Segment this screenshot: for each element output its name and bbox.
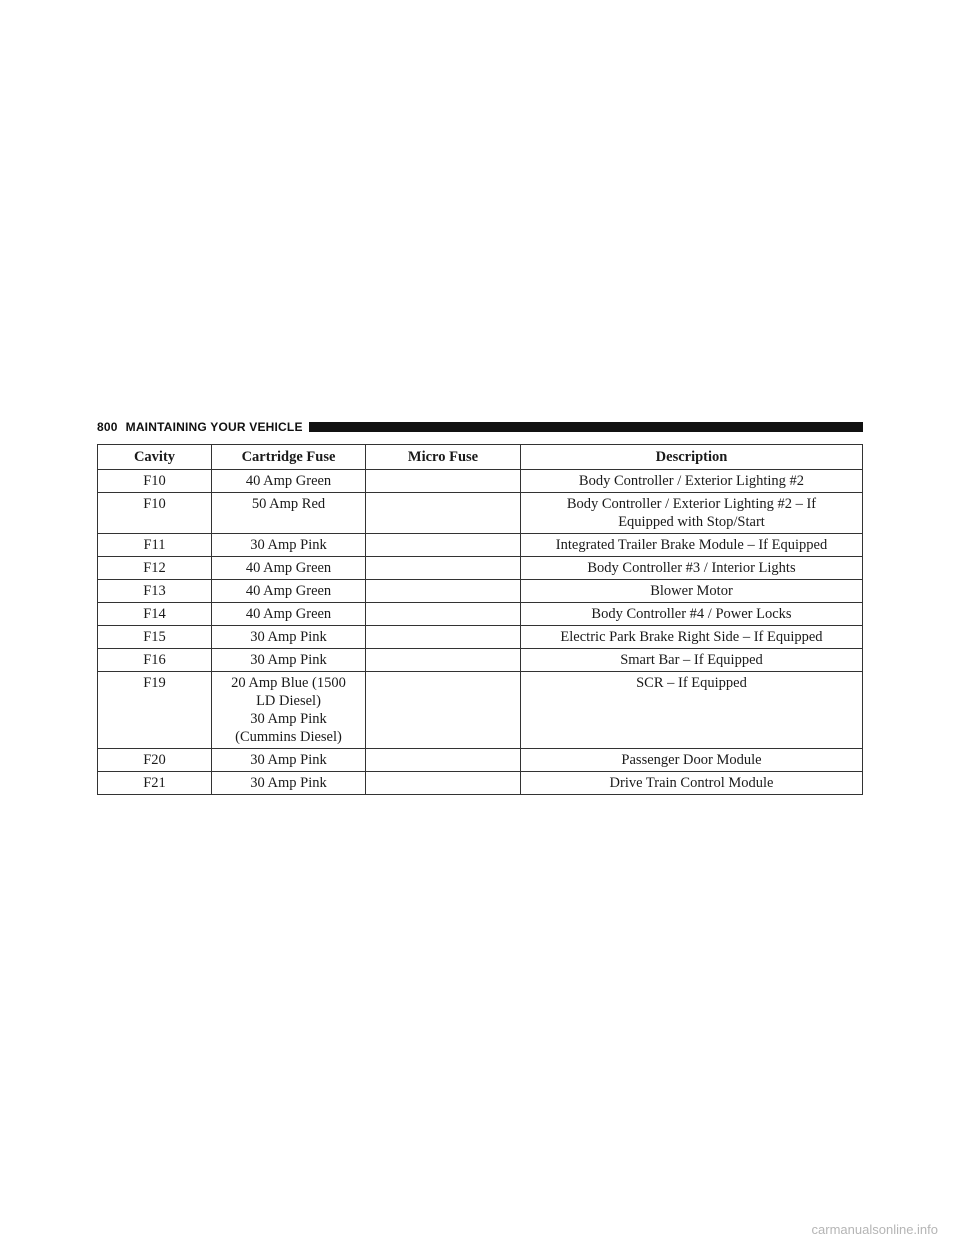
cell-cartridge-fuse: 50 Amp Red bbox=[212, 493, 366, 534]
cell-micro-fuse bbox=[366, 493, 521, 534]
header-rule bbox=[309, 422, 863, 432]
column-header-micro-fuse: Micro Fuse bbox=[366, 445, 521, 470]
cell-micro-fuse bbox=[366, 557, 521, 580]
cell-description: Passenger Door Module bbox=[521, 749, 863, 772]
cell-cavity: F16 bbox=[98, 649, 212, 672]
table-row bbox=[98, 672, 863, 749]
cell-micro-fuse bbox=[366, 749, 521, 772]
table-row bbox=[98, 470, 863, 493]
cell-micro-fuse bbox=[366, 772, 521, 795]
cartridge-fuse-line-2: 30 Amp Pink (Cummins Diesel) bbox=[235, 711, 342, 745]
cell-description: Body Controller #4 / Power Locks bbox=[521, 603, 863, 626]
cell-cavity: F10 bbox=[98, 493, 212, 534]
cell-description: Body Controller / Exterior Lighting #2 – If Equipped with Stop/Start bbox=[521, 493, 863, 534]
cell-micro-fuse bbox=[366, 580, 521, 603]
table-header-row bbox=[98, 445, 863, 470]
table-row bbox=[98, 534, 863, 557]
table-row bbox=[98, 603, 863, 626]
cell-cavity: F14 bbox=[98, 603, 212, 626]
cell-description: Body Controller #3 / Interior Lights bbox=[521, 557, 863, 580]
cell-cavity: F13 bbox=[98, 580, 212, 603]
cell-cartridge-fuse: 30 Amp Pink bbox=[212, 649, 366, 672]
cell-cartridge-fuse: 40 Amp Green bbox=[212, 470, 366, 493]
cell-micro-fuse bbox=[366, 649, 521, 672]
cell-micro-fuse bbox=[366, 603, 521, 626]
cell-cartridge-fuse: 30 Amp Pink bbox=[212, 749, 366, 772]
cell-cavity: F19 bbox=[98, 672, 212, 749]
cell-cartridge-fuse: 40 Amp Green bbox=[212, 580, 366, 603]
cartridge-fuse-line-1: 20 Amp Blue (1500 LD Diesel) bbox=[231, 675, 346, 709]
cell-cavity: F15 bbox=[98, 626, 212, 649]
cell-micro-fuse bbox=[366, 534, 521, 557]
table-row bbox=[98, 493, 863, 534]
cell-cavity: F11 bbox=[98, 534, 212, 557]
cell-cavity: F10 bbox=[98, 470, 212, 493]
column-header-cartridge-fuse: Cartridge Fuse bbox=[212, 445, 366, 470]
page-header bbox=[97, 419, 863, 435]
cell-description: Electric Park Brake Right Side – If Equipped bbox=[521, 626, 863, 649]
page-number: 800 bbox=[97, 420, 118, 434]
table-row bbox=[98, 649, 863, 672]
watermark-text: carmanualsonline.info bbox=[811, 1222, 938, 1237]
cell-cartridge-fuse: 40 Amp Green bbox=[212, 557, 366, 580]
cell-micro-fuse bbox=[366, 626, 521, 649]
cell-micro-fuse bbox=[366, 470, 521, 493]
cell-cartridge-fuse: 30 Amp Pink bbox=[212, 626, 366, 649]
table-row bbox=[98, 626, 863, 649]
cell-cavity: F12 bbox=[98, 557, 212, 580]
fuse-table bbox=[97, 444, 863, 795]
cell-description: Integrated Trailer Brake Module – If Equipped bbox=[521, 534, 863, 557]
cell-cavity: F20 bbox=[98, 749, 212, 772]
cell-micro-fuse bbox=[366, 672, 521, 749]
cell-cartridge-fuse: 30 Amp Pink bbox=[212, 534, 366, 557]
table-row bbox=[98, 772, 863, 795]
table-row bbox=[98, 557, 863, 580]
cell-cartridge-fuse: 30 Amp Pink bbox=[212, 772, 366, 795]
section-title: MAINTAINING YOUR VEHICLE bbox=[125, 420, 303, 434]
cell-cartridge-fuse bbox=[212, 672, 366, 749]
cell-cavity: F21 bbox=[98, 772, 212, 795]
cell-description: Smart Bar – If Equipped bbox=[521, 649, 863, 672]
table-row bbox=[98, 749, 863, 772]
column-header-cavity: Cavity bbox=[98, 445, 212, 470]
column-header-description: Description bbox=[521, 445, 863, 470]
cell-description: SCR – If Equipped bbox=[521, 672, 863, 749]
table-row bbox=[98, 580, 863, 603]
cell-cartridge-fuse: 40 Amp Green bbox=[212, 603, 366, 626]
cell-description: Blower Motor bbox=[521, 580, 863, 603]
cell-description: Body Controller / Exterior Lighting #2 bbox=[521, 470, 863, 493]
cell-description: Drive Train Control Module bbox=[521, 772, 863, 795]
